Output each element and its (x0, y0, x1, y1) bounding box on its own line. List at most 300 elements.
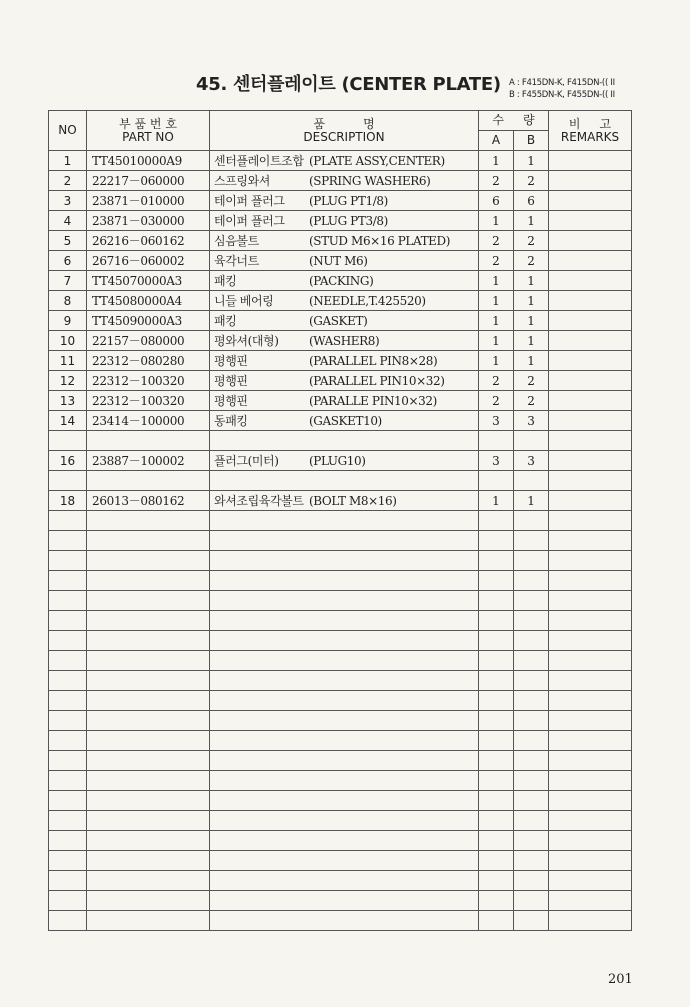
blank-cell (549, 851, 632, 871)
description-en: (PLUG PT3/8) (309, 214, 388, 228)
blank-cell (87, 651, 210, 671)
blank-cell (87, 831, 210, 851)
blank-cell (479, 691, 514, 711)
blank-cell (549, 891, 632, 911)
qty-b: 1 (514, 211, 549, 231)
row-number: 12 (49, 371, 87, 391)
blank-cell (210, 731, 479, 751)
blank-row (49, 651, 632, 671)
description-en: (NUT M6) (309, 254, 368, 268)
part-number: TT45090000A3 (87, 311, 210, 331)
table-row (49, 391, 632, 411)
qty-b: 6 (514, 191, 549, 211)
blank-row (49, 511, 632, 531)
description-en: (PLATE ASSY,CENTER) (309, 154, 445, 168)
blank-cell (87, 691, 210, 711)
parts-table-header (49, 111, 632, 151)
blank-cell (514, 631, 549, 651)
blank-cell (210, 751, 479, 771)
remarks (549, 211, 632, 231)
remarks (549, 391, 632, 411)
blank-cell (210, 671, 479, 691)
blank-cell (87, 711, 210, 731)
row-number: 9 (49, 311, 87, 331)
blank-cell (210, 591, 479, 611)
qty-b: 2 (514, 371, 549, 391)
description-en: (PLUG PT1/8) (309, 194, 388, 208)
qty-a: 3 (479, 451, 514, 471)
description-en: (STUD M6×16 PLATED) (309, 234, 451, 248)
description-kr: 패킹 (214, 274, 237, 288)
part-number: 23414－100000 (87, 411, 210, 431)
table-row (49, 231, 632, 251)
blank-cell (549, 771, 632, 791)
remarks (549, 451, 632, 471)
table-row (49, 191, 632, 211)
blank-cell (514, 711, 549, 731)
col-header-part-no-en: PART NO (122, 129, 174, 144)
description (210, 191, 479, 211)
blank-cell (514, 591, 549, 611)
blank-cell (549, 531, 632, 551)
remarks (549, 491, 632, 511)
blank-cell (479, 631, 514, 651)
blank-cell (87, 911, 210, 931)
blank-row (49, 791, 632, 811)
description-en: (PARALLE PIN10×32) (309, 394, 437, 408)
blank-cell (549, 591, 632, 611)
blank-cell (549, 711, 632, 731)
qty-b: 1 (514, 151, 549, 171)
blank-cell (514, 771, 549, 791)
blank-row (49, 771, 632, 791)
blank-cell (549, 651, 632, 671)
remarks (549, 331, 632, 351)
blank-cell (514, 831, 549, 851)
description (210, 331, 479, 351)
blank-cell (514, 531, 549, 551)
blank-cell (479, 711, 514, 731)
description (210, 231, 479, 251)
remarks (549, 191, 632, 211)
blank-cell (549, 551, 632, 571)
col-header-qty-b: B (514, 131, 549, 151)
model-note-b: B : F455DN-K, F455DN-(( II (509, 90, 615, 100)
table-row (49, 271, 632, 291)
blank-cell (549, 671, 632, 691)
part-number (87, 471, 210, 491)
row-number: 2 (49, 171, 87, 191)
blank-cell (549, 571, 632, 591)
blank-cell (514, 611, 549, 631)
row-number: 3 (49, 191, 87, 211)
blank-cell (514, 871, 549, 891)
part-number: 23887－100002 (87, 451, 210, 471)
qty-b: 1 (514, 311, 549, 331)
remarks (549, 351, 632, 371)
blank-cell (479, 871, 514, 891)
part-number: TT45080000A4 (87, 291, 210, 311)
row-number: 4 (49, 211, 87, 231)
blank-cell (49, 571, 87, 591)
description (210, 211, 479, 231)
part-number: 23871－010000 (87, 191, 210, 211)
blank-cell (87, 751, 210, 771)
blank-cell (479, 771, 514, 791)
row-number: 6 (49, 251, 87, 271)
blank-cell (87, 731, 210, 751)
qty-b: 2 (514, 171, 549, 191)
description-kr: 플러그(미터) (214, 454, 279, 468)
row-number: 10 (49, 331, 87, 351)
blank-cell (87, 571, 210, 591)
blank-cell (549, 611, 632, 631)
description-kr: 스프링와셔 (214, 174, 270, 188)
blank-cell (49, 691, 87, 711)
part-number: TT45010000A9 (87, 151, 210, 171)
description-kr: 육각너트 (214, 254, 259, 268)
blank-row (49, 691, 632, 711)
table-row (49, 251, 632, 271)
description (210, 171, 479, 191)
qty-a (479, 431, 514, 451)
blank-cell (514, 811, 549, 831)
blank-cell (514, 791, 549, 811)
description-kr: 평행핀 (214, 374, 248, 388)
blank-cell (479, 611, 514, 631)
part-number: 26216－060162 (87, 231, 210, 251)
blank-cell (549, 751, 632, 771)
blank-cell (49, 611, 87, 631)
blank-cell (210, 771, 479, 791)
remarks (549, 271, 632, 291)
qty-b (514, 471, 549, 491)
table-row (49, 451, 632, 471)
description-en: (PARALLEL PIN10×32) (309, 374, 445, 388)
qty-b: 3 (514, 411, 549, 431)
col-header-description (210, 111, 479, 151)
blank-cell (49, 891, 87, 911)
description (210, 271, 479, 291)
blank-cell (87, 551, 210, 571)
qty-b: 1 (514, 331, 549, 351)
col-header-qty-a: A (479, 131, 514, 151)
blank-row (49, 551, 632, 571)
blank-row (49, 711, 632, 731)
blank-cell (549, 811, 632, 831)
blank-cell (87, 611, 210, 631)
qty-b: 2 (514, 231, 549, 251)
blank-cell (549, 871, 632, 891)
blank-cell (210, 571, 479, 591)
blank-cell (514, 731, 549, 751)
table-row (49, 311, 632, 331)
qty-a: 2 (479, 391, 514, 411)
description-kr: 테이퍼 플러그 (214, 194, 285, 208)
description (210, 431, 479, 451)
blank-row (49, 611, 632, 631)
blank-cell (210, 631, 479, 651)
description-en: (PARALLEL PIN8×28) (309, 354, 438, 368)
model-note-a: A : F415DN-K, F415DN-(( II (509, 78, 615, 88)
description-kr: 패킹 (214, 314, 237, 328)
row-number (49, 431, 87, 451)
remarks (549, 231, 632, 251)
qty-b: 1 (514, 271, 549, 291)
blank-cell (479, 571, 514, 591)
part-number: 22312－100320 (87, 371, 210, 391)
qty-a: 2 (479, 371, 514, 391)
col-header-remarks-en: REMARKS (560, 129, 620, 144)
blank-cell (549, 691, 632, 711)
row-number: 5 (49, 231, 87, 251)
qty-a: 1 (479, 331, 514, 351)
blank-cell (49, 791, 87, 811)
qty-b (514, 431, 549, 451)
row-number: 8 (49, 291, 87, 311)
qty-a: 2 (479, 171, 514, 191)
blank-row (49, 631, 632, 651)
col-header-qty: 수 량 (479, 111, 549, 131)
blank-cell (49, 771, 87, 791)
remarks (549, 471, 632, 491)
description-kr: 심음볼트 (214, 234, 259, 248)
row-number: 16 (49, 451, 87, 471)
blank-cell (49, 831, 87, 851)
blank-cell (210, 551, 479, 571)
page-title: 45. 센터플레이트 (CENTER PLATE) (196, 74, 501, 95)
part-number: 22312－100320 (87, 391, 210, 411)
description-en: (SPRING WASHER6) (309, 174, 431, 188)
description-kr: 평행핀 (214, 394, 248, 408)
blank-cell (49, 871, 87, 891)
description (210, 391, 479, 411)
blank-cell (87, 871, 210, 891)
blank-cell (87, 511, 210, 531)
remarks (549, 171, 632, 191)
blank-cell (514, 891, 549, 911)
row-number: 7 (49, 271, 87, 291)
blank-cell (87, 851, 210, 871)
parts-table (48, 110, 632, 931)
description-kr: 동패킹 (214, 414, 248, 428)
remarks (549, 291, 632, 311)
blank-cell (210, 711, 479, 731)
blank-cell (514, 571, 549, 591)
qty-b: 3 (514, 451, 549, 471)
description-kr: 평와셔(대형) (214, 334, 279, 348)
blank-cell (49, 671, 87, 691)
description-en: (GASKET10) (309, 414, 382, 428)
blank-cell (49, 591, 87, 611)
blank-cell (210, 911, 479, 931)
blank-cell (479, 551, 514, 571)
table-row (49, 371, 632, 391)
blank-row (49, 851, 632, 871)
description-kr: 센터플레이트조합 (214, 154, 304, 168)
blank-cell (87, 811, 210, 831)
blank-cell (49, 511, 87, 531)
blank-cell (549, 911, 632, 931)
remarks (549, 431, 632, 451)
col-header-part-no-kr: 부 품 번 호 (119, 116, 177, 131)
table-row (49, 151, 632, 171)
blank-cell (479, 591, 514, 611)
blank-cell (479, 531, 514, 551)
blank-cell (210, 811, 479, 831)
description (210, 471, 479, 491)
blank-cell (49, 651, 87, 671)
qty-a: 1 (479, 311, 514, 331)
blank-cell (549, 631, 632, 651)
blank-cell (210, 891, 479, 911)
part-number: TT45070000A3 (87, 271, 210, 291)
qty-b: 2 (514, 391, 549, 411)
blank-cell (514, 911, 549, 931)
blank-cell (479, 651, 514, 671)
blank-cell (479, 891, 514, 911)
part-number: 22157－080000 (87, 331, 210, 351)
description (210, 251, 479, 271)
blank-cell (479, 791, 514, 811)
description (210, 451, 479, 471)
blank-cell (49, 911, 87, 931)
blank-cell (87, 531, 210, 551)
qty-b: 1 (514, 491, 549, 511)
blank-cell (87, 791, 210, 811)
qty-a: 2 (479, 251, 514, 271)
part-number (87, 431, 210, 451)
blank-cell (49, 551, 87, 571)
blank-cell (210, 831, 479, 851)
blank-cell (210, 851, 479, 871)
qty-a: 1 (479, 351, 514, 371)
description-en: (NEEDLE,T.425520) (309, 294, 426, 308)
col-header-part-no (87, 111, 210, 151)
blank-cell (479, 911, 514, 931)
qty-a: 1 (479, 491, 514, 511)
description (210, 371, 479, 391)
description-kr: 니들 베어링 (214, 294, 274, 308)
blank-cell (210, 871, 479, 891)
part-number: 26716－060002 (87, 251, 210, 271)
blank-cell (479, 831, 514, 851)
description (210, 411, 479, 431)
qty-a: 6 (479, 191, 514, 211)
table-row (49, 491, 632, 511)
blank-cell (514, 691, 549, 711)
description (210, 151, 479, 171)
blank-cell (514, 751, 549, 771)
description-en: (PLUG10) (309, 454, 366, 468)
blank-cell (549, 791, 632, 811)
blank-cell (210, 531, 479, 551)
blank-cell (479, 811, 514, 831)
qty-a: 1 (479, 151, 514, 171)
blank-cell (49, 851, 87, 871)
qty-b: 2 (514, 251, 549, 271)
blank-cell (479, 671, 514, 691)
description-kr: 와셔조립육각볼트 (214, 494, 304, 508)
description (210, 351, 479, 371)
blank-cell (549, 831, 632, 851)
col-header-no: NO (49, 111, 87, 151)
blank-cell (210, 511, 479, 531)
blank-cell (210, 691, 479, 711)
description-en: (BOLT M8×16) (309, 494, 397, 508)
qty-a (479, 471, 514, 491)
qty-a: 3 (479, 411, 514, 431)
table-row (49, 411, 632, 431)
qty-a: 1 (479, 211, 514, 231)
col-header-description-en: DESCRIPTION (303, 129, 385, 144)
model-notes (509, 77, 643, 101)
blank-cell (549, 731, 632, 751)
remarks (549, 251, 632, 271)
parts-table-body (49, 151, 632, 931)
blank-cell (87, 631, 210, 651)
blank-cell (87, 771, 210, 791)
page-number: 201 (608, 972, 633, 987)
blank-cell (479, 851, 514, 871)
table-row (49, 471, 632, 491)
blank-cell (479, 751, 514, 771)
description (210, 291, 479, 311)
blank-cell (87, 671, 210, 691)
part-number: 26013－080162 (87, 491, 210, 511)
blank-cell (49, 751, 87, 771)
blank-cell (479, 511, 514, 531)
qty-a: 2 (479, 231, 514, 251)
blank-cell (479, 731, 514, 751)
blank-cell (210, 611, 479, 631)
remarks (549, 371, 632, 391)
col-header-description-kr: 품 명 (313, 116, 375, 131)
blank-cell (49, 631, 87, 651)
blank-cell (49, 711, 87, 731)
row-number: 14 (49, 411, 87, 431)
row-number (49, 471, 87, 491)
blank-cell (514, 651, 549, 671)
blank-cell (514, 551, 549, 571)
blank-cell (49, 531, 87, 551)
table-row (49, 351, 632, 371)
description-en: (WASHER8) (309, 334, 380, 348)
blank-cell (514, 511, 549, 531)
col-header-remarks-kr: 비 고 (568, 116, 612, 131)
part-number: 22312－080280 (87, 351, 210, 371)
qty-b: 1 (514, 351, 549, 371)
description (210, 311, 479, 331)
table-row (49, 291, 632, 311)
blank-row (49, 591, 632, 611)
blank-cell (49, 811, 87, 831)
blank-cell (210, 651, 479, 671)
part-number: 23871－030000 (87, 211, 210, 231)
blank-cell (514, 671, 549, 691)
blank-row (49, 911, 632, 931)
table-row (49, 431, 632, 451)
row-number: 13 (49, 391, 87, 411)
row-number: 1 (49, 151, 87, 171)
description-en: (GASKET) (309, 314, 368, 328)
blank-cell (210, 791, 479, 811)
remarks (549, 311, 632, 331)
description-kr: 테이퍼 플러그 (214, 214, 285, 228)
remarks (549, 151, 632, 171)
blank-row (49, 531, 632, 551)
blank-row (49, 811, 632, 831)
